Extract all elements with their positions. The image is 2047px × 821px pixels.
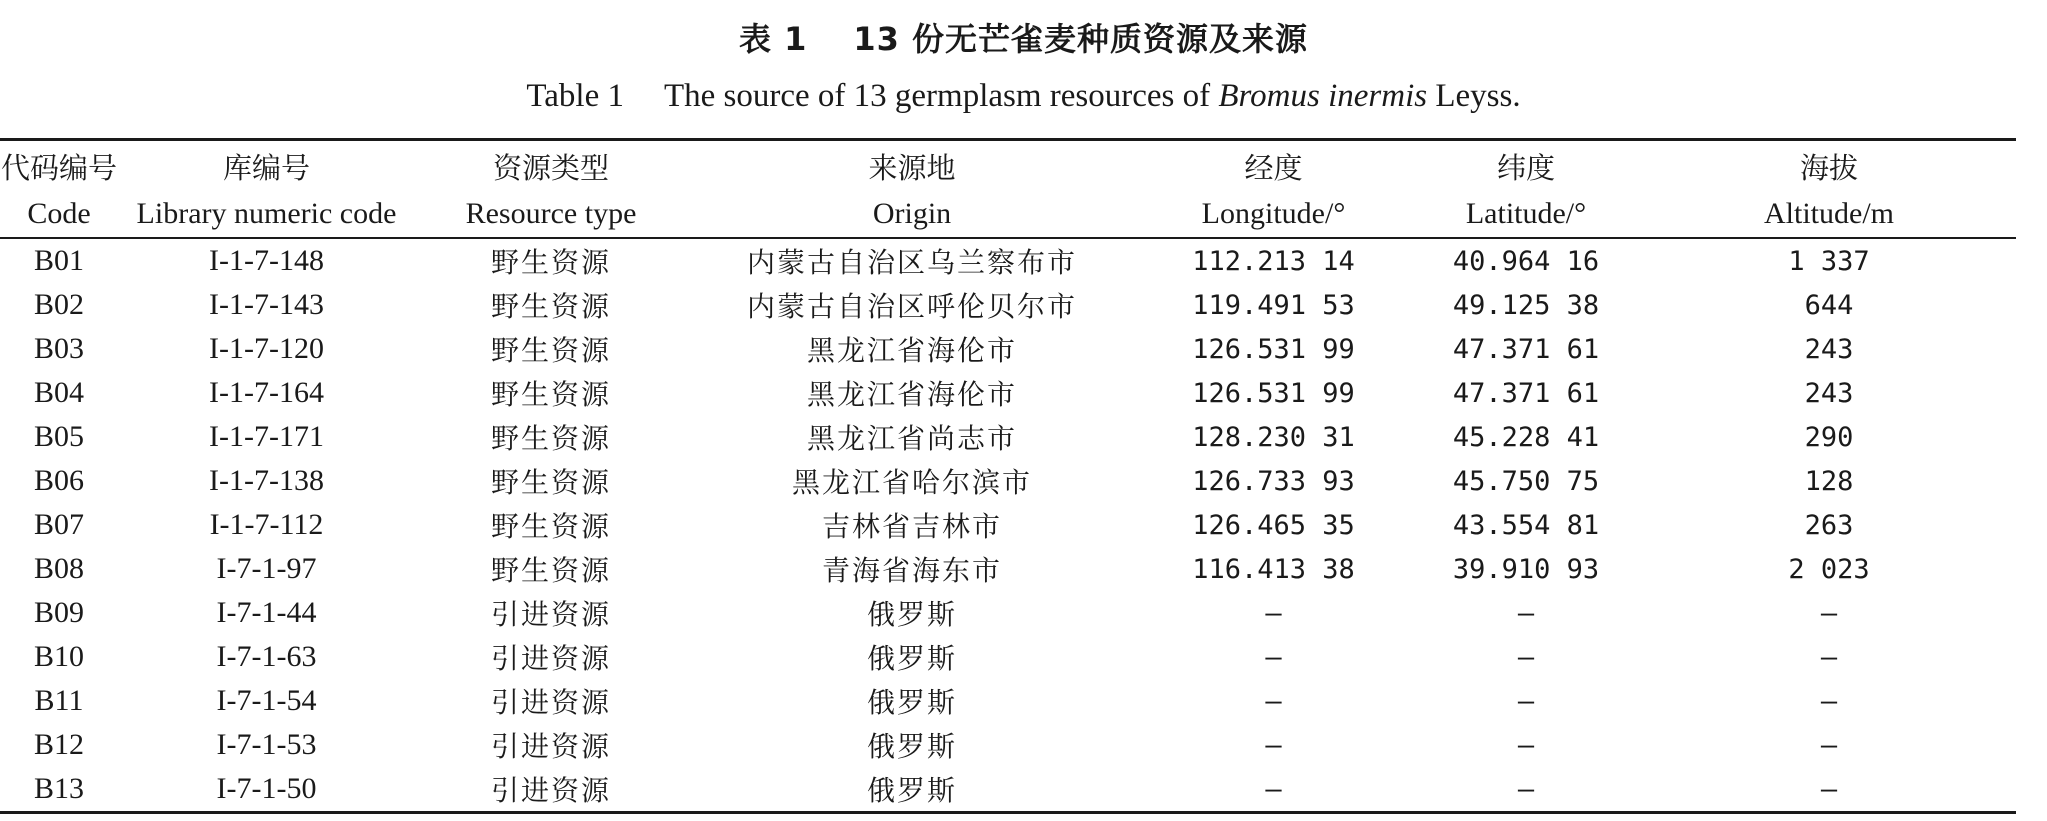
table-row	[0, 635, 2016, 679]
header-code-en: Code	[0, 191, 118, 238]
table-row	[0, 679, 2016, 723]
table-caption-chinese: 13 份无芒雀麦种质资源及来源	[853, 20, 1309, 58]
table-row	[0, 767, 2016, 813]
cell-library: I-1-7-171	[209, 420, 324, 453]
cell-latitude: 40.964 16	[1452, 245, 1600, 277]
header-origin-en: Origin	[687, 191, 1137, 238]
cell-altitude: 290	[1804, 421, 1854, 453]
cell-altitude: 243	[1804, 377, 1854, 409]
cell-type: 引进资源	[415, 767, 687, 813]
table-row	[0, 238, 2016, 283]
table-row	[0, 415, 2016, 459]
cell-type: 野生资源	[490, 422, 611, 455]
germplasm-table	[0, 138, 2016, 814]
cell-library: I-7-1-44	[216, 596, 317, 629]
header-row-english	[0, 191, 2016, 238]
cell-code: B12	[33, 728, 84, 761]
cell-origin: 内蒙古自治区乌兰察布市	[746, 246, 1077, 279]
cell-type: 引进资源	[490, 686, 611, 719]
header-library-en: Library numeric code	[118, 191, 415, 238]
cell-origin: 俄罗斯	[866, 686, 957, 719]
species-authority: Leyss.	[1435, 78, 1521, 114]
cell-altitude: 644	[1804, 289, 1854, 321]
cell-altitude: —	[1642, 767, 2016, 813]
cell-altitude: 243	[1804, 333, 1854, 365]
cell-library: I-1-7-164	[209, 376, 324, 409]
cell-type: 野生资源	[490, 378, 611, 411]
cell-library: I-7-1-63	[216, 640, 317, 673]
cell-origin: 内蒙古自治区呼伦贝尔市	[746, 290, 1077, 323]
cell-type: 引进资源	[490, 730, 611, 763]
header-latitude-en: Latitude/°	[1410, 191, 1642, 238]
cell-library: I-1-7-143	[209, 288, 324, 321]
table-row	[0, 503, 2016, 547]
cell-type: 野生资源	[490, 510, 611, 543]
cell-latitude: —	[1517, 685, 1535, 717]
header-altitude-en: Altitude/m	[1642, 191, 2016, 238]
cell-longitude: 112.213 14	[1192, 245, 1355, 277]
table-row	[0, 327, 2016, 371]
cell-library: I-1-7-148	[209, 244, 324, 277]
cell-type: 野生资源	[490, 466, 611, 499]
cell-longitude: 126.531 99	[1192, 377, 1355, 409]
cell-altitude: —	[1820, 685, 1838, 717]
header-latitude-cn: 纬度	[1410, 140, 1642, 192]
cell-library: I-7-1-53	[216, 728, 317, 761]
cell-code: B04	[33, 376, 84, 409]
cell-latitude: 47.371 61	[1452, 333, 1600, 365]
cell-type: 引进资源	[490, 642, 611, 675]
cell-longitude: 126.531 99	[1192, 333, 1355, 365]
header-code-cn: 代码编号	[0, 140, 118, 192]
header-origin-cn: 来源地	[687, 140, 1137, 192]
table-row	[0, 591, 2016, 635]
cell-latitude: 43.554 81	[1452, 509, 1600, 541]
cell-latitude: —	[1517, 729, 1535, 761]
table-row	[0, 371, 2016, 415]
table-title-english	[0, 78, 2047, 115]
table-row	[0, 459, 2016, 503]
table-number-chinese: 表 1	[738, 20, 808, 58]
cell-latitude: —	[1410, 767, 1642, 813]
header-library-cn: 库编号	[118, 140, 415, 192]
cell-library: I-7-1-54	[216, 684, 317, 717]
cell-altitude: 263	[1804, 509, 1854, 541]
cell-altitude: —	[1820, 729, 1838, 761]
cell-type: 野生资源	[490, 554, 611, 587]
cell-longitude: 128.230 31	[1192, 421, 1355, 453]
header-type-en: Resource type	[415, 191, 687, 238]
cell-altitude: —	[1820, 641, 1838, 673]
cell-origin: 俄罗斯	[866, 598, 957, 631]
cell-code: B07	[33, 508, 84, 541]
table-number-english: Table 1	[526, 78, 624, 114]
cell-origin: 黑龙江省哈尔滨市	[791, 466, 1032, 499]
cell-longitude: 126.733 93	[1192, 465, 1355, 497]
cell-type: 野生资源	[490, 246, 611, 279]
cell-longitude: —	[1137, 767, 1410, 813]
cell-type: 引进资源	[490, 598, 611, 631]
cell-latitude: 45.228 41	[1452, 421, 1600, 453]
cell-code: B03	[33, 332, 84, 365]
cell-longitude: —	[1265, 641, 1282, 673]
header-altitude-cn: 海拔	[1642, 140, 2016, 192]
cell-library: I-1-7-120	[209, 332, 324, 365]
cell-library: I-7-1-97	[216, 552, 317, 585]
cell-latitude: 47.371 61	[1452, 377, 1600, 409]
cell-code: B13	[0, 767, 118, 813]
table-row	[0, 283, 2016, 327]
cell-altitude: 2 023	[1788, 553, 1870, 585]
cell-latitude: 39.910 93	[1452, 553, 1600, 585]
cell-longitude: —	[1265, 597, 1282, 629]
cell-origin: 吉林省吉林市	[821, 510, 1002, 543]
header-type-cn: 资源类型	[415, 140, 687, 192]
cell-longitude: 119.491 53	[1192, 289, 1355, 321]
cell-type: 野生资源	[490, 334, 611, 367]
cell-longitude: 116.413 38	[1192, 553, 1355, 585]
cell-longitude: —	[1265, 685, 1282, 717]
cell-longitude: 126.465 35	[1192, 509, 1355, 541]
cell-origin: 俄罗斯	[866, 730, 957, 763]
table-row	[0, 547, 2016, 591]
cell-code: B09	[33, 596, 84, 629]
cell-latitude: 49.125 38	[1452, 289, 1600, 321]
cell-longitude: —	[1265, 729, 1282, 761]
cell-origin: 俄罗斯	[866, 642, 957, 675]
header-longitude-en: Longitude/°	[1137, 191, 1410, 238]
cell-origin: 黑龙江省海伦市	[806, 334, 1017, 367]
cell-latitude: 45.750 75	[1452, 465, 1600, 497]
cell-code: B01	[33, 244, 84, 277]
cell-code: B11	[34, 684, 84, 717]
cell-code: B06	[33, 464, 84, 497]
cell-latitude: —	[1517, 641, 1535, 673]
cell-altitude: 1 337	[1788, 245, 1870, 277]
header-longitude-cn: 经度	[1137, 140, 1410, 192]
cell-library: I-7-1-50	[118, 767, 415, 813]
cell-library: I-1-7-112	[209, 508, 324, 541]
cell-origin: 青海省海东市	[821, 554, 1002, 587]
cell-type: 野生资源	[490, 290, 611, 323]
cell-origin: 俄罗斯	[687, 767, 1137, 813]
header-row-chinese	[0, 140, 2016, 192]
cell-code: B05	[33, 420, 84, 453]
cell-code: B02	[33, 288, 84, 321]
cell-library: I-1-7-138	[209, 464, 324, 497]
cell-code: B10	[33, 640, 84, 673]
cell-latitude: —	[1517, 597, 1535, 629]
cell-altitude: —	[1820, 597, 1838, 629]
cell-altitude: 128	[1804, 465, 1854, 497]
table-title-chinese	[0, 14, 2047, 60]
cell-origin: 黑龙江省尚志市	[806, 422, 1017, 455]
species-name: Bromus inermis	[1218, 78, 1428, 114]
cell-code: B08	[33, 552, 84, 585]
cell-origin: 黑龙江省海伦市	[806, 378, 1017, 411]
table-caption-english: The source of 13 germplasm resources of	[663, 78, 1211, 114]
table-row	[0, 723, 2016, 767]
